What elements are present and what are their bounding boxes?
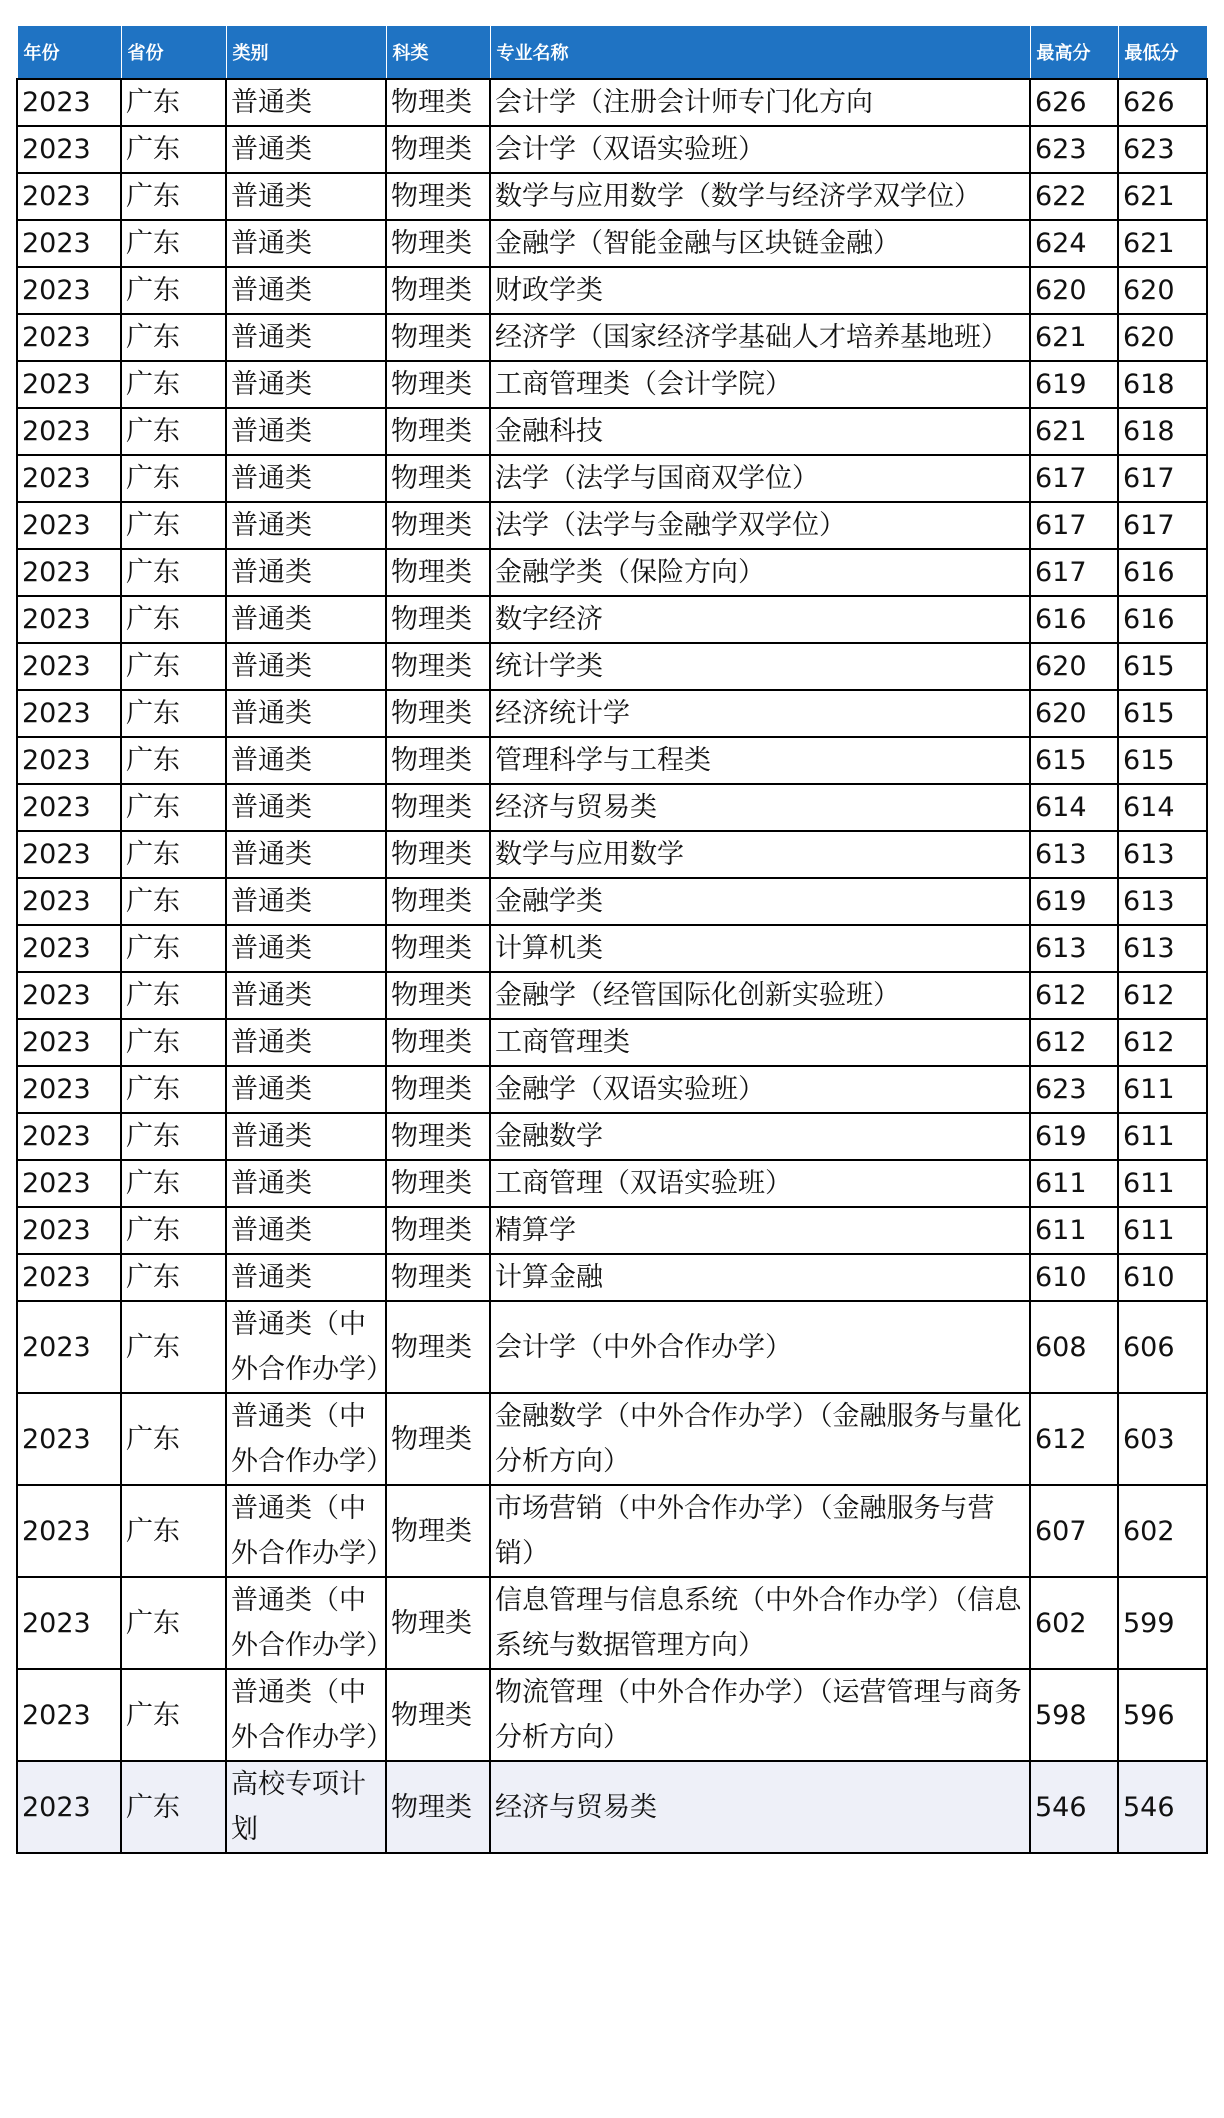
category-cell: 普通类 xyxy=(226,173,386,220)
subject-cell: 物理类 xyxy=(386,878,490,925)
category-cell: 普通类（中外合作办学） xyxy=(226,1393,386,1485)
major-cell: 金融科技 xyxy=(490,408,1030,455)
min-score-cell: 617 xyxy=(1118,455,1207,502)
category-cell: 普通类（中外合作办学） xyxy=(226,1301,386,1393)
table-row xyxy=(17,408,1207,455)
province-cell: 广东 xyxy=(121,1301,226,1393)
province-cell: 广东 xyxy=(121,549,226,596)
major-cell: 统计学类 xyxy=(490,643,1030,690)
subject-cell: 物理类 xyxy=(386,549,490,596)
min-score-cell: 618 xyxy=(1118,408,1207,455)
subject-cell: 物理类 xyxy=(386,1066,490,1113)
min-score-cell: 621 xyxy=(1118,173,1207,220)
subject-cell: 物理类 xyxy=(386,1393,490,1485)
max-score-cell: 612 xyxy=(1030,972,1118,1019)
max-score-cell: 626 xyxy=(1030,79,1118,126)
table-row xyxy=(17,690,1207,737)
min-score-cell: 611 xyxy=(1118,1113,1207,1160)
max-score-cell: 611 xyxy=(1030,1160,1118,1207)
min-score-cell: 616 xyxy=(1118,549,1207,596)
province-cell: 广东 xyxy=(121,502,226,549)
year-cell: 2023 xyxy=(17,1577,121,1669)
major-cell: 工商管理（双语实验班） xyxy=(490,1160,1030,1207)
province-cell: 广东 xyxy=(121,1669,226,1761)
max-score-cell: 619 xyxy=(1030,1113,1118,1160)
year-cell: 2023 xyxy=(17,549,121,596)
year-cell: 2023 xyxy=(17,126,121,173)
min-score-cell: 602 xyxy=(1118,1485,1207,1577)
year-cell: 2023 xyxy=(17,643,121,690)
province-cell: 广东 xyxy=(121,408,226,455)
category-cell: 普通类（中外合作办学） xyxy=(226,1669,386,1761)
province-cell: 广东 xyxy=(121,1485,226,1577)
category-cell: 高校专项计划 xyxy=(226,1761,386,1853)
major-cell: 数学与应用数学（数学与经济学双学位） xyxy=(490,173,1030,220)
subject-cell: 物理类 xyxy=(386,220,490,267)
table-row xyxy=(17,1669,1207,1761)
major-cell: 金融学类（保险方向） xyxy=(490,549,1030,596)
year-cell: 2023 xyxy=(17,79,121,126)
header-province: 省份 xyxy=(121,26,226,80)
max-score-cell: 620 xyxy=(1030,643,1118,690)
year-cell: 2023 xyxy=(17,925,121,972)
province-cell: 广东 xyxy=(121,267,226,314)
max-score-cell: 610 xyxy=(1030,1254,1118,1301)
year-cell: 2023 xyxy=(17,1254,121,1301)
subject-cell: 物理类 xyxy=(386,737,490,784)
major-cell: 精算学 xyxy=(490,1207,1030,1254)
header-major: 专业名称 xyxy=(490,26,1030,80)
category-cell: 普通类 xyxy=(226,502,386,549)
min-score-cell: 615 xyxy=(1118,737,1207,784)
max-score-cell: 617 xyxy=(1030,549,1118,596)
province-cell: 广东 xyxy=(121,878,226,925)
max-score-cell: 614 xyxy=(1030,784,1118,831)
subject-cell: 物理类 xyxy=(386,1254,490,1301)
max-score-cell: 546 xyxy=(1030,1761,1118,1853)
min-score-cell: 612 xyxy=(1118,972,1207,1019)
max-score-cell: 613 xyxy=(1030,925,1118,972)
major-cell: 金融数学 xyxy=(490,1113,1030,1160)
year-cell: 2023 xyxy=(17,878,121,925)
subject-cell: 物理类 xyxy=(386,408,490,455)
subject-cell: 物理类 xyxy=(386,455,490,502)
year-cell: 2023 xyxy=(17,502,121,549)
major-cell: 经济学（国家经济学基础人才培养基地班） xyxy=(490,314,1030,361)
max-score-cell: 602 xyxy=(1030,1577,1118,1669)
subject-cell: 物理类 xyxy=(386,79,490,126)
province-cell: 广东 xyxy=(121,1577,226,1669)
max-score-cell: 611 xyxy=(1030,1207,1118,1254)
category-cell: 普通类 xyxy=(226,267,386,314)
table-row xyxy=(17,267,1207,314)
major-cell: 金融学（双语实验班） xyxy=(490,1066,1030,1113)
province-cell: 广东 xyxy=(121,1160,226,1207)
min-score-cell: 620 xyxy=(1118,267,1207,314)
province-cell: 广东 xyxy=(121,79,226,126)
min-score-cell: 596 xyxy=(1118,1669,1207,1761)
table-row xyxy=(17,1160,1207,1207)
province-cell: 广东 xyxy=(121,126,226,173)
category-cell: 普通类 xyxy=(226,1160,386,1207)
major-cell: 法学（法学与国商双学位） xyxy=(490,455,1030,502)
subject-cell: 物理类 xyxy=(386,361,490,408)
max-score-cell: 621 xyxy=(1030,314,1118,361)
major-cell: 经济与贸易类 xyxy=(490,1761,1030,1853)
category-cell: 普通类 xyxy=(226,1113,386,1160)
province-cell: 广东 xyxy=(121,361,226,408)
table-row xyxy=(17,1066,1207,1113)
year-cell: 2023 xyxy=(17,408,121,455)
table-row xyxy=(17,972,1207,1019)
min-score-cell: 606 xyxy=(1118,1301,1207,1393)
max-score-cell: 622 xyxy=(1030,173,1118,220)
category-cell: 普通类 xyxy=(226,314,386,361)
subject-cell: 物理类 xyxy=(386,1761,490,1853)
major-cell: 金融学（智能金融与区块链金融） xyxy=(490,220,1030,267)
table-row xyxy=(17,1113,1207,1160)
min-score-cell: 623 xyxy=(1118,126,1207,173)
subject-cell: 物理类 xyxy=(386,643,490,690)
min-score-cell: 614 xyxy=(1118,784,1207,831)
subject-cell: 物理类 xyxy=(386,1301,490,1393)
subject-cell: 物理类 xyxy=(386,126,490,173)
table-row xyxy=(17,831,1207,878)
province-cell: 广东 xyxy=(121,1393,226,1485)
major-cell: 计算金融 xyxy=(490,1254,1030,1301)
subject-cell: 物理类 xyxy=(386,1160,490,1207)
subject-cell: 物理类 xyxy=(386,1669,490,1761)
min-score-cell: 546 xyxy=(1118,1761,1207,1853)
province-cell: 广东 xyxy=(121,455,226,502)
category-cell: 普通类（中外合作办学） xyxy=(226,1577,386,1669)
province-cell: 广东 xyxy=(121,1207,226,1254)
header-min-score: 最低分 xyxy=(1118,26,1207,80)
table-row xyxy=(17,925,1207,972)
table-row xyxy=(17,314,1207,361)
max-score-cell: 619 xyxy=(1030,878,1118,925)
category-cell: 普通类 xyxy=(226,972,386,1019)
major-cell: 会计学（注册会计师专门化方向 xyxy=(490,79,1030,126)
subject-cell: 物理类 xyxy=(386,1113,490,1160)
major-cell: 财政学类 xyxy=(490,267,1030,314)
table-row xyxy=(17,1485,1207,1577)
major-cell: 经济与贸易类 xyxy=(490,784,1030,831)
subject-cell: 物理类 xyxy=(386,690,490,737)
major-cell: 金融学（经管国际化创新实验班） xyxy=(490,972,1030,1019)
major-cell: 会计学（中外合作办学） xyxy=(490,1301,1030,1393)
max-score-cell: 620 xyxy=(1030,267,1118,314)
max-score-cell: 617 xyxy=(1030,502,1118,549)
min-score-cell: 613 xyxy=(1118,878,1207,925)
max-score-cell: 623 xyxy=(1030,126,1118,173)
header-subject: 科类 xyxy=(386,26,490,80)
max-score-cell: 598 xyxy=(1030,1669,1118,1761)
category-cell: 普通类 xyxy=(226,361,386,408)
category-cell: 普通类 xyxy=(226,643,386,690)
province-cell: 广东 xyxy=(121,972,226,1019)
subject-cell: 物理类 xyxy=(386,784,490,831)
year-cell: 2023 xyxy=(17,596,121,643)
province-cell: 广东 xyxy=(121,1113,226,1160)
year-cell: 2023 xyxy=(17,1485,121,1577)
max-score-cell: 612 xyxy=(1030,1393,1118,1485)
major-cell: 数字经济 xyxy=(490,596,1030,643)
table-row xyxy=(17,1577,1207,1669)
min-score-cell: 611 xyxy=(1118,1066,1207,1113)
major-cell: 市场营销（中外合作办学）（金融服务与营销） xyxy=(490,1485,1030,1577)
min-score-cell: 616 xyxy=(1118,596,1207,643)
table-row xyxy=(17,126,1207,173)
major-cell: 管理科学与工程类 xyxy=(490,737,1030,784)
header-category: 类别 xyxy=(226,26,386,80)
year-cell: 2023 xyxy=(17,737,121,784)
min-score-cell: 611 xyxy=(1118,1207,1207,1254)
year-cell: 2023 xyxy=(17,1019,121,1066)
min-score-cell: 618 xyxy=(1118,361,1207,408)
major-cell: 金融学类 xyxy=(490,878,1030,925)
year-cell: 2023 xyxy=(17,1207,121,1254)
min-score-cell: 611 xyxy=(1118,1160,1207,1207)
major-cell: 法学（法学与金融学双学位） xyxy=(490,502,1030,549)
year-cell: 2023 xyxy=(17,1160,121,1207)
table-row xyxy=(17,220,1207,267)
province-cell: 广东 xyxy=(121,1761,226,1853)
subject-cell: 物理类 xyxy=(386,1485,490,1577)
year-cell: 2023 xyxy=(17,1761,121,1853)
subject-cell: 物理类 xyxy=(386,502,490,549)
major-cell: 计算机类 xyxy=(490,925,1030,972)
category-cell: 普通类 xyxy=(226,831,386,878)
province-cell: 广东 xyxy=(121,690,226,737)
table-row xyxy=(17,643,1207,690)
category-cell: 普通类 xyxy=(226,1207,386,1254)
table-row xyxy=(17,455,1207,502)
subject-cell: 物理类 xyxy=(386,173,490,220)
year-cell: 2023 xyxy=(17,690,121,737)
max-score-cell: 615 xyxy=(1030,737,1118,784)
subject-cell: 物理类 xyxy=(386,1207,490,1254)
category-cell: 普通类 xyxy=(226,878,386,925)
table-row xyxy=(17,878,1207,925)
major-cell: 信息管理与信息系统（中外合作办学）（信息系统与数据管理方向） xyxy=(490,1577,1030,1669)
province-cell: 广东 xyxy=(121,643,226,690)
year-cell: 2023 xyxy=(17,831,121,878)
table-row xyxy=(17,1019,1207,1066)
subject-cell: 物理类 xyxy=(386,1019,490,1066)
max-score-cell: 623 xyxy=(1030,1066,1118,1113)
max-score-cell: 624 xyxy=(1030,220,1118,267)
max-score-cell: 608 xyxy=(1030,1301,1118,1393)
subject-cell: 物理类 xyxy=(386,972,490,1019)
year-cell: 2023 xyxy=(17,314,121,361)
category-cell: 普通类 xyxy=(226,1019,386,1066)
major-cell: 工商管理类（会计学院） xyxy=(490,361,1030,408)
max-score-cell: 616 xyxy=(1030,596,1118,643)
province-cell: 广东 xyxy=(121,1019,226,1066)
max-score-cell: 617 xyxy=(1030,455,1118,502)
subject-cell: 物理类 xyxy=(386,1577,490,1669)
max-score-cell: 621 xyxy=(1030,408,1118,455)
year-cell: 2023 xyxy=(17,220,121,267)
province-cell: 广东 xyxy=(121,173,226,220)
major-cell: 物流管理（中外合作办学）（运营管理与商务分析方向） xyxy=(490,1669,1030,1761)
category-cell: 普通类（中外合作办学） xyxy=(226,1485,386,1577)
min-score-cell: 620 xyxy=(1118,314,1207,361)
province-cell: 广东 xyxy=(121,1066,226,1113)
category-cell: 普通类 xyxy=(226,220,386,267)
subject-cell: 物理类 xyxy=(386,267,490,314)
year-cell: 2023 xyxy=(17,1393,121,1485)
score-table-container xyxy=(16,25,1208,1854)
table-row xyxy=(17,173,1207,220)
max-score-cell: 613 xyxy=(1030,831,1118,878)
min-score-cell: 615 xyxy=(1118,690,1207,737)
table-row xyxy=(17,1254,1207,1301)
max-score-cell: 620 xyxy=(1030,690,1118,737)
table-row xyxy=(17,1301,1207,1393)
min-score-cell: 617 xyxy=(1118,502,1207,549)
min-score-cell: 626 xyxy=(1118,79,1207,126)
province-cell: 广东 xyxy=(121,737,226,784)
category-cell: 普通类 xyxy=(226,1066,386,1113)
province-cell: 广东 xyxy=(121,925,226,972)
header-max-score: 最高分 xyxy=(1030,26,1118,80)
table-row xyxy=(17,1207,1207,1254)
category-cell: 普通类 xyxy=(226,690,386,737)
min-score-cell: 613 xyxy=(1118,925,1207,972)
year-cell: 2023 xyxy=(17,1066,121,1113)
year-cell: 2023 xyxy=(17,361,121,408)
header-year: 年份 xyxy=(17,26,121,80)
category-cell: 普通类 xyxy=(226,737,386,784)
major-cell: 经济统计学 xyxy=(490,690,1030,737)
year-cell: 2023 xyxy=(17,1669,121,1761)
category-cell: 普通类 xyxy=(226,408,386,455)
table-row xyxy=(17,361,1207,408)
category-cell: 普通类 xyxy=(226,549,386,596)
province-cell: 广东 xyxy=(121,220,226,267)
year-cell: 2023 xyxy=(17,455,121,502)
subject-cell: 物理类 xyxy=(386,925,490,972)
year-cell: 2023 xyxy=(17,1301,121,1393)
category-cell: 普通类 xyxy=(226,925,386,972)
province-cell: 广东 xyxy=(121,314,226,361)
province-cell: 广东 xyxy=(121,831,226,878)
subject-cell: 物理类 xyxy=(386,596,490,643)
province-cell: 广东 xyxy=(121,596,226,643)
min-score-cell: 615 xyxy=(1118,643,1207,690)
category-cell: 普通类 xyxy=(226,126,386,173)
min-score-cell: 603 xyxy=(1118,1393,1207,1485)
admission-score-table xyxy=(16,25,1208,1854)
table-header-row xyxy=(17,26,1207,80)
subject-cell: 物理类 xyxy=(386,314,490,361)
min-score-cell: 621 xyxy=(1118,220,1207,267)
min-score-cell: 599 xyxy=(1118,1577,1207,1669)
min-score-cell: 610 xyxy=(1118,1254,1207,1301)
table-row xyxy=(17,737,1207,784)
max-score-cell: 619 xyxy=(1030,361,1118,408)
category-cell: 普通类 xyxy=(226,784,386,831)
table-row xyxy=(17,784,1207,831)
year-cell: 2023 xyxy=(17,784,121,831)
category-cell: 普通类 xyxy=(226,79,386,126)
min-score-cell: 612 xyxy=(1118,1019,1207,1066)
category-cell: 普通类 xyxy=(226,455,386,502)
major-cell: 工商管理类 xyxy=(490,1019,1030,1066)
max-score-cell: 607 xyxy=(1030,1485,1118,1577)
province-cell: 广东 xyxy=(121,784,226,831)
category-cell: 普通类 xyxy=(226,596,386,643)
max-score-cell: 612 xyxy=(1030,1019,1118,1066)
table-row xyxy=(17,79,1207,126)
subject-cell: 物理类 xyxy=(386,831,490,878)
major-cell: 会计学（双语实验班） xyxy=(490,126,1030,173)
min-score-cell: 613 xyxy=(1118,831,1207,878)
table-row xyxy=(17,549,1207,596)
table-row xyxy=(17,1761,1207,1853)
year-cell: 2023 xyxy=(17,1113,121,1160)
major-cell: 金融数学（中外合作办学）（金融服务与量化分析方向） xyxy=(490,1393,1030,1485)
major-cell: 数学与应用数学 xyxy=(490,831,1030,878)
table-row xyxy=(17,502,1207,549)
province-cell: 广东 xyxy=(121,1254,226,1301)
table-row xyxy=(17,1393,1207,1485)
year-cell: 2023 xyxy=(17,267,121,314)
table-row xyxy=(17,596,1207,643)
category-cell: 普通类 xyxy=(226,1254,386,1301)
year-cell: 2023 xyxy=(17,173,121,220)
year-cell: 2023 xyxy=(17,972,121,1019)
